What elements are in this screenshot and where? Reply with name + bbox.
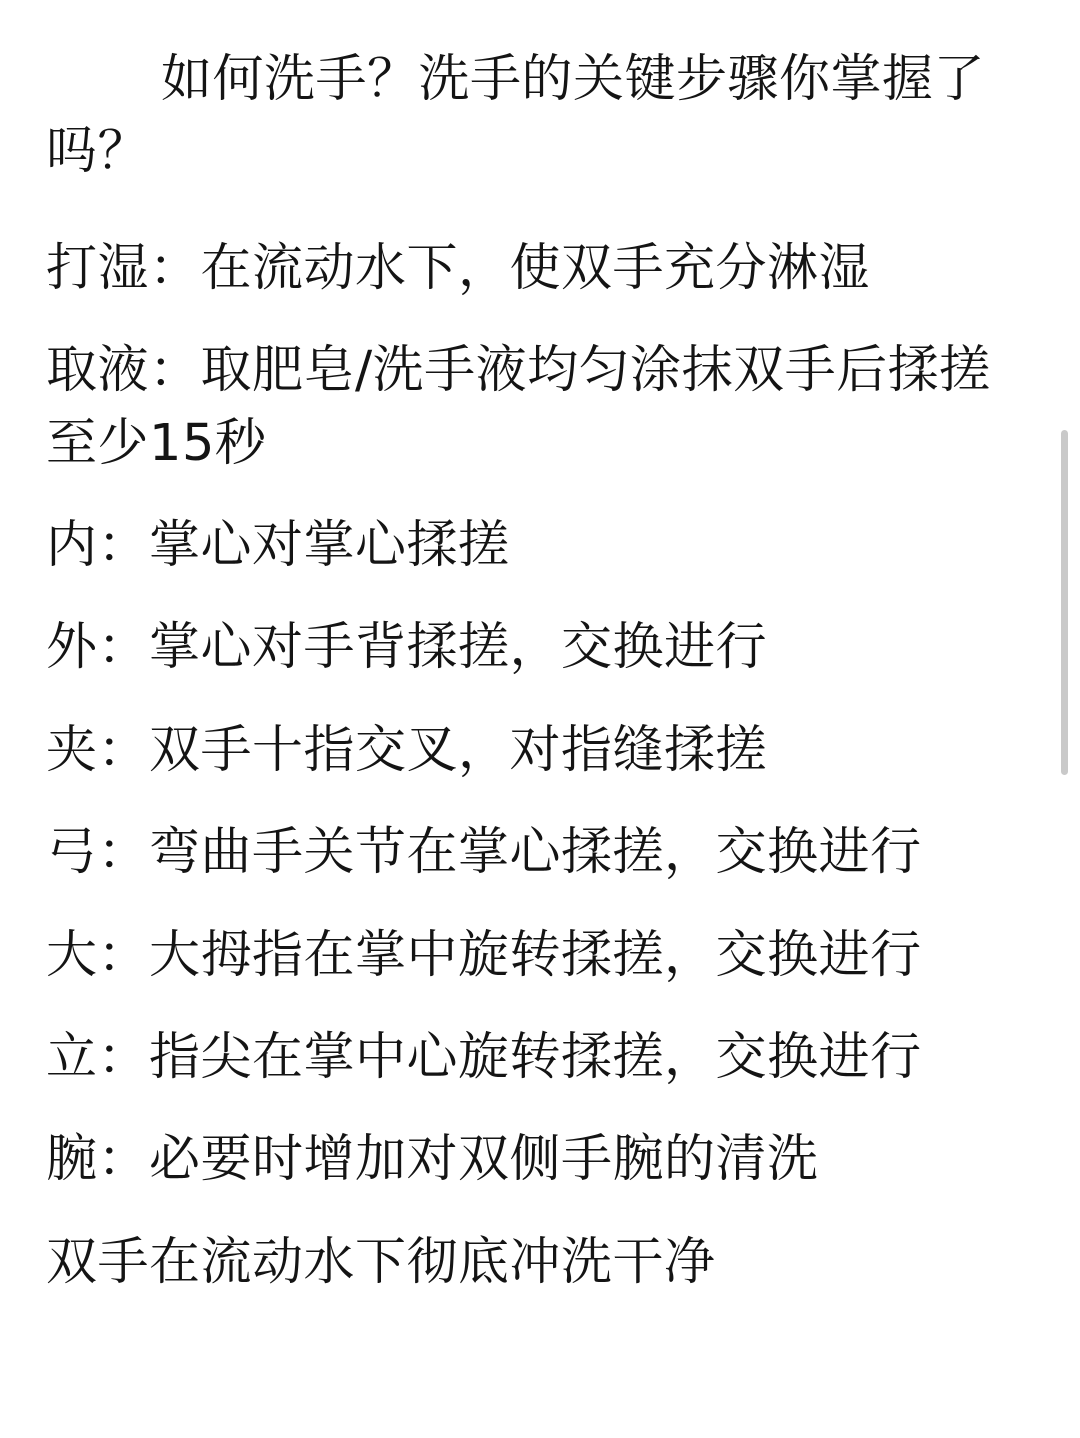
scrollbar-track[interactable] <box>1064 0 1074 1438</box>
paragraph-step-rinse: 双手在流动水下彻底冲洗干净 <box>46 1232 716 1292</box>
paragraph-step-jia: 夹：双手十指交叉，对指缝揉搓 <box>46 720 768 780</box>
page-title: 如何洗手？洗手的关键步骤你掌握了吗？ <box>46 50 986 182</box>
article-body <box>46 44 1034 1299</box>
scrollbar-thumb[interactable] <box>1061 430 1068 775</box>
paragraph-step-soap: 取液：取肥皂/洗手液均匀涂抹双手后揉搓至少15秒 <box>46 341 991 473</box>
paragraph-step-li: 立：指尖在掌中心旋转揉搓，交换进行 <box>46 1028 922 1088</box>
paragraph-step-gong: 弓：弯曲手关节在掌心揉搓，交换进行 <box>46 823 922 883</box>
paragraph-step-wai: 外：掌心对手背揉搓，交换进行 <box>46 618 768 678</box>
paragraph-step-wan: 腕：必要时增加对双侧手腕的清洗 <box>46 1130 819 1190</box>
paragraph-step-nei: 内：掌心对掌心揉搓 <box>46 516 510 576</box>
paragraph-step-da: 大：大拇指在掌中旋转揉搓，交换进行 <box>46 925 922 985</box>
paragraph-step-wet: 打湿：在流动水下，使双手充分淋湿 <box>46 238 871 298</box>
